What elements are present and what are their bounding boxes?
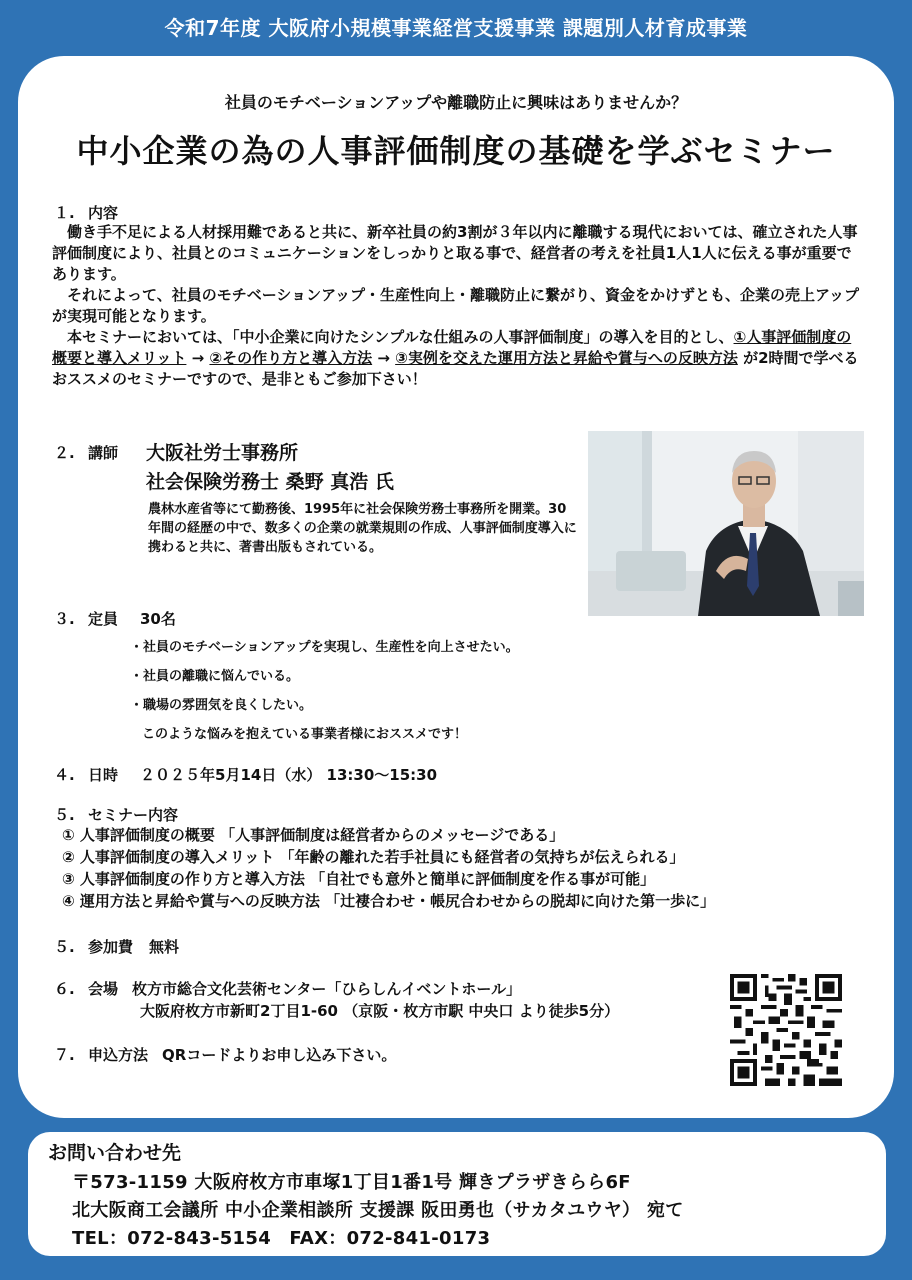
lecturer-office: 大阪社労士事務所 — [146, 442, 299, 464]
seminar-title: 中小企業の為の人事評価制度の基礎を学ぶセミナー — [76, 132, 836, 170]
section-7-number: ７. — [54, 1046, 75, 1064]
section-4-heading — [54, 764, 437, 785]
capacity-value: 30名 — [140, 610, 176, 628]
lead-question: 社員のモチベーションアップや離職防止に興味はありませんか？ — [224, 93, 688, 112]
paragraph-3-intro: 本セミナーにおいては、「中小企業に向けたシンプルな仕組みの人事評価制度」の導入を目的とし、 — [67, 328, 734, 346]
top-banner: 令和7年度 大阪府小規模事業経営支援事業 課題別人材育成事業 — [164, 16, 748, 40]
session-list — [62, 824, 715, 912]
contact-title: お問い合わせ先 — [48, 1142, 182, 1164]
section-6-label: 会場 — [88, 980, 119, 998]
pain-point-item: ・社員の離職に悩んでいる。 — [130, 669, 300, 684]
section-4-number: ４. — [54, 766, 75, 784]
section-2-number: ２. — [54, 444, 75, 462]
arrow-2: → — [372, 349, 396, 367]
section-5-label: セミナー内容 — [88, 806, 179, 824]
section-1-paragraph-2: それによって、社員のモチベーションアップ・生産性向上・離職防止に繋がり、資金をかけずとも、企業の売上アップが実現可能となります。 — [52, 286, 860, 325]
fee-heading — [54, 936, 179, 957]
section-3-number: ３. — [54, 610, 75, 628]
section-5-number: ５. — [54, 806, 75, 824]
topic-3-underlined: ③実例を交えた運用方法と昇給や賞与への反映方法 — [395, 349, 738, 367]
lecturer-name: 社会保険労務士 桑野 真浩 氏 — [146, 471, 394, 493]
section-3-label: 定員 — [88, 610, 119, 628]
session-item: ④ 運用方法と昇給や賞与への反映方法 「辻褄合わせ・帳尻合わせからの脱却に向けた第一歩に」 — [62, 892, 716, 910]
contact-card — [28, 1132, 886, 1256]
lecturer-bio: 農林水産省等にて勤務後、1995年に社会保険労務士事務所を開業。30年間の経歴の中で、数多くの企業の就業規則の作成、人事評価制度導入に携わると共に、著書出版もされている。 — [148, 502, 577, 555]
pain-point-item: ・職場の雰囲気を良くしたい。 — [130, 698, 313, 713]
pain-point-item: ・社員のモチベーションアップを実現し、生産性を向上させたい。 — [130, 640, 519, 655]
section-7-label: 申込方法 — [88, 1046, 149, 1064]
section-4-label: 日時 — [88, 766, 119, 784]
lecturer-photo — [588, 431, 864, 616]
recommendation-text: このような悩みを抱えている事業者様におススメです！ — [142, 727, 468, 742]
fee-value: 無料 — [149, 938, 180, 956]
arrow-1: → — [186, 349, 210, 367]
section-6-heading — [54, 978, 521, 999]
session-item: ③ 人事評価制度の作り方と導入方法 「自社でも意外と簡単に評価制度を作る事が可能」 — [62, 870, 656, 888]
datetime-value: ２０２５年5月14日（水） 13:30～15:30 — [140, 766, 438, 784]
qr-code[interactable] — [730, 974, 842, 1086]
section-7-heading — [54, 1044, 396, 1065]
pain-point-list — [130, 636, 519, 752]
section-1-body — [52, 222, 862, 390]
session-item: ② 人事評価制度の導入メリット 「年齢の離れた若手社員にも経営者の気持ちが伝えられる」 — [62, 848, 685, 866]
contact-organization: 北大阪商工会議所 中小企業相談所 支援課 阪田勇也（サカタユウヤ） 宛て — [72, 1200, 684, 1221]
section-1-heading — [54, 202, 118, 223]
fee-number: ５. — [54, 938, 75, 956]
contact-phone-fax: TEL：072-843-5154 FAX：072-841-0173 — [72, 1228, 491, 1249]
main-card — [18, 56, 894, 1118]
section-6-number: ６. — [54, 980, 75, 998]
topic-1-underlined: ①人事評価制度の概要と導入メリット — [52, 328, 852, 367]
section-1-paragraph-1: 働き手不足による人材採用難であると共に、新卒社員の約3割が３年以内に離職する現代においては、確立された人事評価制度により、社員とのコミュニケーションをしっかりと取る事で、経営者の考えを社員1人1人に伝える事が重要であります。 — [52, 223, 858, 283]
fee-label: 参加費 — [88, 938, 134, 956]
venue-address: 大阪府枚方市新町2丁目1-60 （京阪・枚方市駅 中央口 より徒歩5分） — [140, 1002, 620, 1020]
section-2-label: 講師 — [88, 444, 119, 462]
section-1-label: 内容 — [88, 204, 119, 222]
section-5-heading — [54, 804, 178, 825]
paragraph-3-closing: が2時間で学べるおススメのセミナーですので、是非ともご参加下さい！ — [52, 349, 859, 388]
venue-name: 枚方市総合文化芸術センター「ひらしんイベントホール」 — [132, 980, 522, 998]
session-item: ① 人事評価制度の概要 「人事評価制度は経営者からのメッセージである」 — [62, 826, 565, 844]
application-method: QRコードよりお申し込み下さい。 — [162, 1046, 397, 1064]
section-1-paragraph-3 — [52, 327, 862, 390]
contact-address: 〒573-1159 大阪府枚方市車塚1丁目1番1号 輝きプラザきらら6F — [72, 1172, 631, 1193]
section-2-heading — [54, 442, 118, 463]
section-1-number: １. — [54, 204, 75, 222]
section-3-heading — [54, 608, 118, 629]
topic-2-underlined: ②その作り方と導入方法 — [209, 349, 373, 367]
